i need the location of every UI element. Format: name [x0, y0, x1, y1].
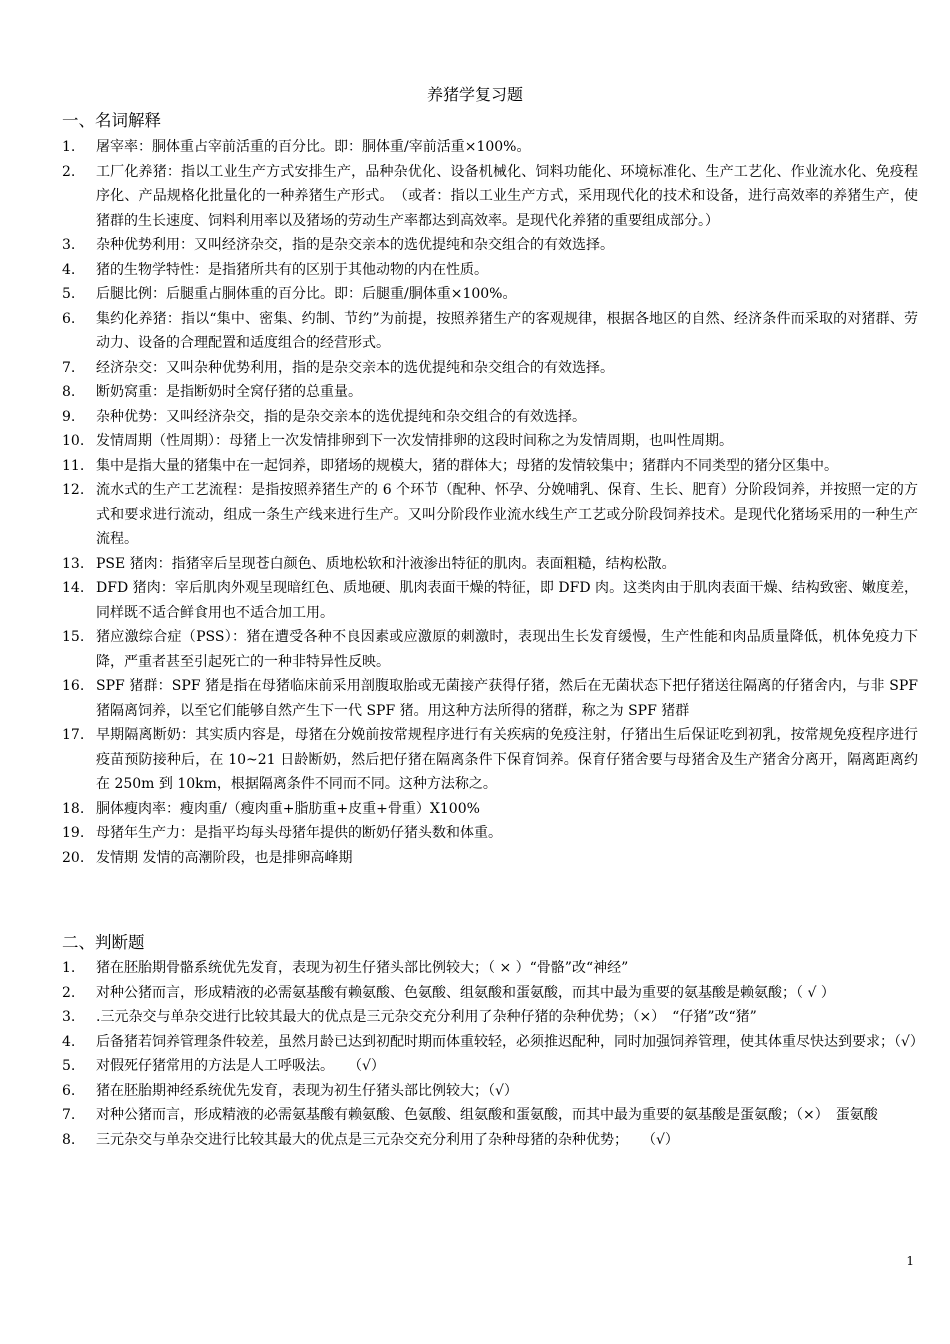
item-text: 断奶窝重：是指断奶时全窝仔猪的总重量。 [96, 384, 362, 400]
item-number: 2. [62, 984, 76, 1001]
item-text: 对假死仔猪常用的方法是人工呼吸法。 （√） [96, 1058, 385, 1074]
list-item [62, 1005, 918, 1030]
item-text: 发情周期（性周期）：母猪上一次发情排卵到下一次发情排卵的这段时间称之为发情周期，也叫性周期。 [96, 433, 733, 449]
item-number: 1. [62, 139, 76, 155]
list-item [62, 1054, 918, 1079]
list-item [62, 429, 918, 454]
item-number: 7. [62, 1107, 76, 1123]
item-text: 猪的生物学特性：是指猪所共有的区别于其他动物的内在性质。 [96, 261, 488, 278]
item-number: 2. [62, 163, 76, 180]
item-text: 对种公猪而言，形成精液的必需氨基酸有赖氨酸、色氨酸、组氨酸和蛋氨酸，而其中最为重要的氨基酸是赖氨酸；（ √ ） [96, 984, 835, 1001]
list-item [62, 1079, 918, 1104]
item-text: 猪在胚胎期神经系统优先发育，表现为初生仔猪头部比例较大；（√） [96, 1082, 518, 1099]
item-number: 1. [62, 960, 76, 976]
item-number: 3. [62, 237, 76, 253]
item-text: 屠宰率：胴体重占宰前活重的百分比。即：胴体重/宰前活重×100%。 [96, 139, 531, 155]
item-number: 8. [62, 384, 76, 400]
document-title: 养猪学复习题 [426, 85, 523, 104]
item-number: 5. [62, 1058, 76, 1074]
list-item [62, 1103, 918, 1128]
list-item [62, 576, 918, 625]
definitions-list [62, 135, 918, 870]
item-number: 13. [62, 555, 85, 572]
item-number: 17. [62, 727, 85, 743]
item-text: 早期隔离断奶：其实质内容是，母猪在分娩前按常规程序进行有关疾病的免疫注射，仔猪出生后保证吃到初乳，按常规免疫程序进行疫苗预防接种后，在 10~21 日龄断奶，然后把仔猪在隔离条件下保育饲养。保育仔猪舍要与母猪舍及生产猪舍分离开，隔离距离约在 250m 到 10km，根据隔离条件不同而不同。这种方法称之。 [96, 727, 918, 792]
item-text: 猪在胚胎期骨骼系统优先发育，表现为初生仔猪头部比例较大；（ × ）“骨骼”改“神经” [96, 960, 629, 976]
item-number: 6. [62, 1082, 76, 1099]
item-text: 胴体瘦肉率：瘦肉重/（瘦肉重+脂肪重+皮重+骨重）X100% [96, 800, 480, 817]
item-number: 6. [62, 310, 76, 327]
list-item [62, 723, 918, 797]
item-number: 18. [62, 800, 85, 817]
list-item [62, 233, 918, 258]
item-number: 9. [62, 408, 76, 425]
list-item [62, 552, 918, 577]
item-number: 20. [62, 849, 85, 866]
item-text: 猪应激综合症（PSS）：猪在遭受各种不良因素或应激原的刺激时，表现出生长发育缓慢，生产性能和肉品质量降低，机体免疫力下降，严重者甚至引起死亡的一种非特异性反映。 [96, 629, 918, 670]
list-item [62, 405, 918, 430]
item-number: 8. [62, 1131, 76, 1148]
item-text: 集约化养猪：指以“集中、密集、约制、节约”为前提，按照养猪生产的客观规律，根据各地区的自然、经济条件而采取的对猪群、劳动力、设备的合理配置和适度组合的经营形式。 [96, 310, 918, 351]
section-heading-true-false: 二、判断题 [62, 933, 145, 952]
list-item [62, 625, 918, 674]
list-item [62, 380, 918, 405]
item-number: 19. [62, 825, 85, 841]
true-false-list [62, 956, 924, 1152]
list-item [62, 307, 918, 356]
list-item [62, 258, 918, 283]
item-text: 经济杂交：又叫杂种优势利用，指的是杂交亲本的选优提纯和杂交组合的有效选择。 [96, 359, 614, 376]
item-number: 10. [62, 433, 85, 449]
list-item [62, 821, 918, 846]
list-item [62, 135, 918, 160]
item-number: 3. [62, 1009, 76, 1025]
item-text: PSE 猪肉：指猪宰后呈现苍白颜色、质地松软和汁液渗出特征的肌肉。表面粗糙，结构松散。 [96, 555, 676, 572]
item-text: 后腿比例：后腿重占胴体重的百分比。即：后腿重/胴体重×100%。 [96, 286, 517, 302]
item-number: 12. [62, 482, 85, 498]
item-text: 发情期 发情的高潮阶段，也是排卵高峰期 [96, 849, 353, 866]
item-number: 4. [62, 261, 76, 278]
item-text: 三元杂交与单杂交进行比较其最大的优点是三元杂交充分利用了杂种母猪的杂种优势； （√） [96, 1131, 679, 1148]
item-text: 母猪年生产力：是指平均每头母猪年提供的断奶仔猪头数和体重。 [96, 825, 502, 841]
item-text: 工厂化养猪：指以工业生产方式安排生产，品种杂优化、设备机械化、饲料功能化、环境标准化、生产工艺化、作业流水化、免疫程序化、产品规格化批量化的一种养猪生产形式。 （或者：指以工业生产方式，采用现代化的技术和设备，进行高效率的养猪生产，使猪群的生长速度、饲料利用率以及猪场的劳动生产率都达到高效率。是现代化养猪的重要组成部分。） [96, 163, 918, 229]
item-text: 后备猪若饲养管理条件较差，虽然月龄已达到初配时期而体重较轻，必须推迟配种，同时加强饲养管理，使其体重尽快达到要求；（√） [96, 1033, 924, 1050]
list-item [62, 846, 918, 871]
item-number: 14. [62, 580, 85, 596]
list-item [62, 478, 918, 552]
item-number: 11. [62, 457, 85, 474]
item-number: 4. [62, 1033, 76, 1050]
item-text: 集中是指大量的猪集中在一起饲养，即猪场的规模大，猪的群体大；母猪的发情较集中；猪群内不同类型的猪分区集中。 [96, 457, 838, 474]
item-number: 5. [62, 286, 76, 302]
item-text: SPF 猪群：SPF 猪是指在母猪临床前采用剖腹取胎或无菌接产获得仔猪，然后在无菌状态下把仔猪送往隔离的仔猪舍内，与非 SPF 猪隔离饲养，以至它们能够自然产生下一代 SPF 猪。用这种方法所得的猪群，称之为 SPF 猪群 [96, 678, 918, 719]
item-text: 流水式的生产工艺流程：是指按照养猪生产的 6 个环节（配种、怀孕、分娩哺乳、保育、生长、肥育）分阶段饲养，并按照一定的方式和要求进行流动，组成一条生产线来进行生产。又叫分阶段作业流水线生产工艺或分阶段饲养技术。是现代化猪场采用的一种生产流程。 [96, 482, 918, 547]
list-item [62, 282, 918, 307]
item-number: 15. [62, 629, 85, 645]
list-item [62, 356, 918, 381]
list-item [62, 797, 918, 822]
list-item [62, 674, 918, 723]
item-number: 7. [62, 359, 76, 376]
list-item [62, 1030, 924, 1055]
item-text: DFD 猪肉：宰后肌肉外观呈现暗红色、质地硬、肌肉表面干燥的特征，即 DFD 肉。这类肉由于肌肉表面干燥、结构致密、嫩度差，同样既不适合鲜食用也不适合加工用。 [96, 580, 918, 621]
list-item [62, 454, 918, 479]
page-number: 1 [906, 1254, 914, 1268]
item-number: 16. [62, 678, 85, 694]
list-item [62, 981, 918, 1006]
list-item [62, 956, 918, 981]
list-item [62, 160, 918, 234]
item-text: 对种公猪而言，形成精液的必需氨基酸有赖氨酸、色氨酸、组氨酸和蛋氨酸，而其中最为重要的氨基酸是蛋氨酸；（×） 蛋氨酸 [96, 1107, 878, 1123]
item-text: .三元杂交与单杂交进行比较其最大的优点是三元杂交充分利用了杂种仔猪的杂种优势；（×） “仔猪”改“猪” [96, 1009, 757, 1025]
item-text: 杂种优势利用：又叫经济杂交，指的是杂交亲本的选优提纯和杂交组合的有效选择。 [96, 237, 614, 253]
section-heading-definitions: 一、名词解释 [62, 111, 161, 130]
list-item [62, 1128, 918, 1153]
item-text: 杂种优势：又叫经济杂交，指的是杂交亲本的选优提纯和杂交组合的有效选择。 [96, 408, 586, 425]
